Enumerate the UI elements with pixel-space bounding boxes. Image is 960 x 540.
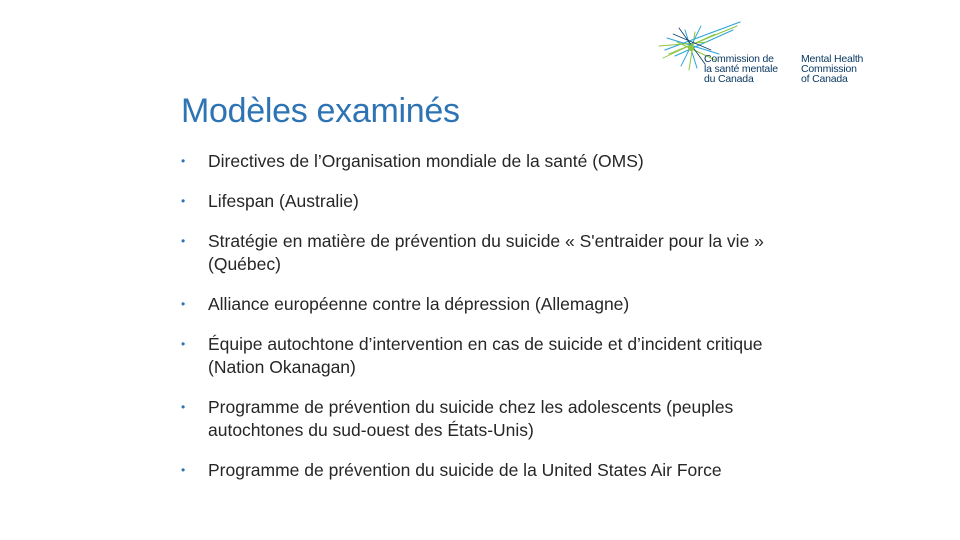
bullet-icon: • xyxy=(181,194,186,208)
logo-en-line: Commission xyxy=(801,63,857,75)
bullet-list xyxy=(181,150,821,499)
bullet-icon: • xyxy=(181,297,186,311)
list-item xyxy=(181,459,821,482)
bullet-icon: • xyxy=(181,234,186,248)
bullet-icon: • xyxy=(181,337,186,351)
logo-text-english xyxy=(801,54,881,84)
list-item-text: Stratégie en matière de prévention du suicide « S'entraider pour la vie » (Québec) xyxy=(208,231,764,274)
logo-text-french xyxy=(704,54,796,84)
list-item xyxy=(181,396,821,442)
logo-fr-line: Commission de xyxy=(704,53,774,65)
list-item xyxy=(181,150,821,173)
logo-fr-line: la santé mentale xyxy=(704,63,778,75)
list-item-text: Programme de prévention du suicide de la United States Air Force xyxy=(208,460,722,480)
logo-fr-line: du Canada xyxy=(704,73,754,85)
list-item-text: Directives de l’Organisation mondiale de la santé (OMS) xyxy=(208,151,644,171)
logo-en-line: of Canada xyxy=(801,73,848,85)
slide-title: Modèles examinés xyxy=(181,92,460,130)
list-item xyxy=(181,230,821,276)
bullet-icon: • xyxy=(181,400,186,414)
bullet-icon: • xyxy=(181,463,186,477)
list-item-text: Programme de prévention du suicide chez les adolescents (peuples autochtones du sud-ouest des États-Unis) xyxy=(208,397,734,440)
bullet-icon: • xyxy=(181,154,186,168)
list-item xyxy=(181,293,821,316)
list-item xyxy=(181,190,821,213)
list-item-text: Alliance européenne contre la dépression (Allemagne) xyxy=(208,294,630,314)
mhcc-logo xyxy=(655,20,880,90)
list-item-text: Lifespan (Australie) xyxy=(208,191,359,211)
logo-en-line: Mental Health xyxy=(801,53,864,65)
list-item-text: Équipe autochtone d’intervention en cas de suicide et d’incident critique (Nation Okanagan) xyxy=(208,334,763,377)
list-item xyxy=(181,333,821,379)
